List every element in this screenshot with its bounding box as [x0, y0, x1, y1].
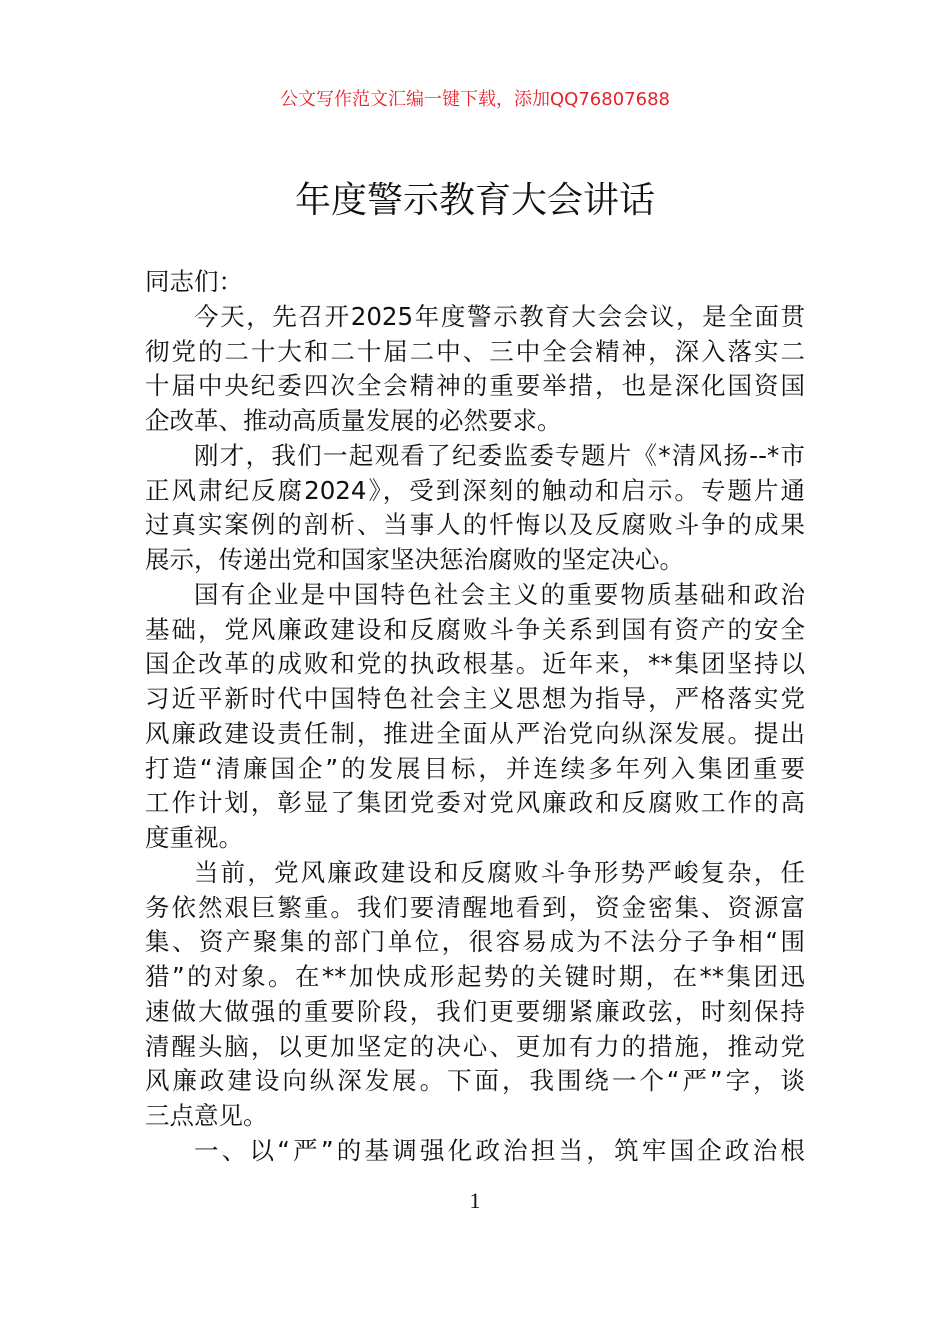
paragraph-line: 刚才，我们一起观看了纪委监委专题片《*清风扬--*市 [194, 440, 805, 470]
paragraph-line: 习近平新时代中国特色社会主义思想为指导，严格落实党 [145, 684, 805, 713]
paragraph-line: 三点意见。 [145, 1101, 268, 1130]
paragraph-line: 集、资产聚集的部门单位，很容易成为不法分子争相“围 [145, 927, 805, 957]
paragraph [145, 856, 805, 1134]
paragraph-line: 过真实案例的剖析、当事人的忏悔以及反腐败斗争的成果 [145, 510, 805, 540]
paragraph-line: 打造“清廉国企”的发展目标，并连续多年列入集团重要 [145, 753, 805, 783]
paragraph [145, 300, 805, 439]
paragraph-line: 务依然艰巨繁重。我们要清醒地看到，资金密集、资源富 [145, 892, 805, 922]
salutation: 同志们： [145, 267, 243, 296]
paragraph-line: 速做大做强的重要阶段，我们更要绷紧廉政弦，时刻保持 [145, 996, 805, 1026]
paragraph-line: 十届中央纪委四次全会精神的重要举措，也是深化国资国 [145, 371, 805, 401]
paragraph-line: 风廉政建设向纵深发展。下面，我围绕一个“严”字，谈 [145, 1066, 805, 1096]
paragraph-line: 基础，党风廉政建设和反腐败斗争关系到国有资产的安全 [145, 614, 805, 644]
document-title: 年度警示教育大会讲话 [294, 180, 655, 221]
paragraph-line: 工作计划，彰显了集团党委对党风廉政和反腐败工作的高 [145, 788, 805, 818]
page-number: 1 [469, 1188, 481, 1213]
paragraph-line: 国企改革的成败和党的执政根基。近年来，**集团坚持以 [145, 649, 805, 679]
paragraph-line: 正风肃纪反腐2024》，受到深刻的触动和启示。专题片通 [145, 475, 805, 505]
paragraph [145, 439, 805, 578]
document-body [145, 265, 805, 1169]
paragraph-line: 国有企业是中国特色社会主义的重要物质基础和政治 [194, 579, 805, 609]
paragraph-line: 清醒头脑，以更加坚定的决心、更加有力的措施，推动党 [145, 1031, 805, 1061]
paragraph-line: 彻党的二十大和二十届二中、三中全会精神，深入落实二 [145, 336, 805, 366]
paragraph-line: 当前，党风廉政建设和反腐败斗争形势严峻复杂，任 [194, 857, 805, 887]
paragraph-line: 一、以“严”的基调强化政治担当，筑牢国企政治根 [194, 1135, 805, 1165]
paragraph-line: 今天，先召开2025年度警示教育大会会议，是全面贯 [194, 301, 805, 331]
paragraph [145, 578, 805, 856]
paragraph-line: 展示，传递出党和国家坚决惩治腐败的坚定决心。 [145, 545, 684, 574]
paragraph-line: 企改革、推动高质量发展的必然要求。 [145, 406, 562, 435]
paragraph-line: 度重视。 [145, 823, 243, 852]
paragraph-line: 风廉政建设责任制，推进全面从严治党向纵深发展。提出 [145, 718, 805, 748]
paragraph [145, 1134, 805, 1169]
download-banner: 公文写作范文汇编一键下载，添加QQ76807688 [280, 89, 670, 110]
paragraph-line: 猎”的对象。在**加快成形起势的关键时期，在**集团迅 [145, 962, 805, 991]
